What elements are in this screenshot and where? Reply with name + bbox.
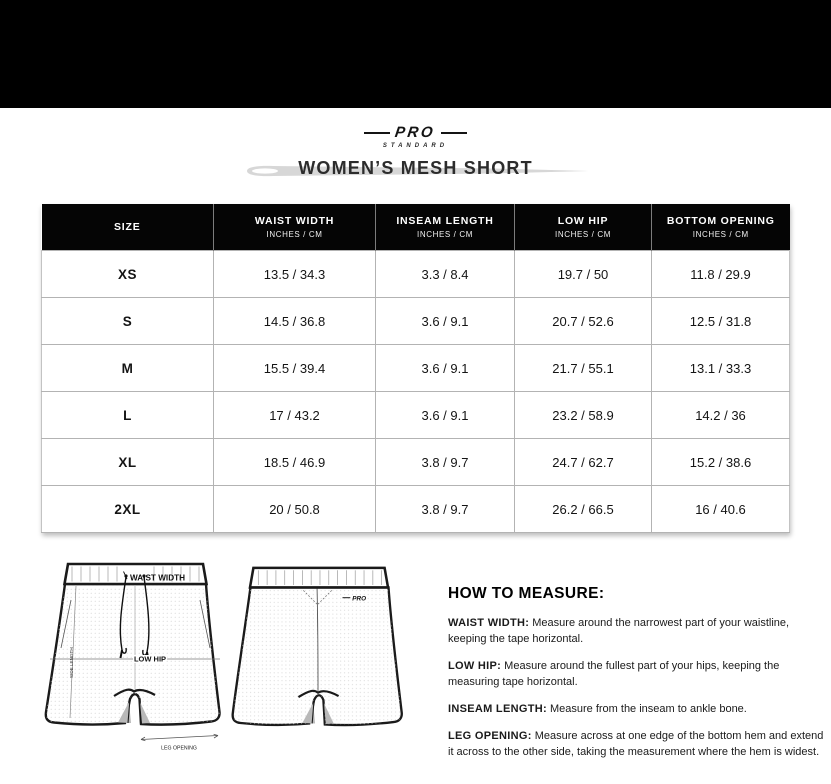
measurement-cell: 23.2 / 58.9 (515, 392, 652, 439)
brand-logo (0, 125, 831, 149)
column-label: WAIST WIDTH (254, 214, 335, 227)
shorts-front-diagram (38, 556, 234, 756)
measurement-cell: 3.3 / 8.4 (376, 251, 515, 298)
measurement-cell: 24.7 / 62.7 (515, 439, 652, 486)
shorts-back-diagram (226, 558, 412, 750)
table-header (42, 204, 790, 251)
measurement-cell: 26.2 / 66.5 (515, 486, 652, 533)
column-label: LOW HIP (557, 214, 609, 227)
table-body (42, 251, 790, 533)
measure-item-label: LOW HIP: (448, 659, 502, 672)
measurement-cell: 16 / 40.6 (652, 486, 790, 533)
measurement-cell: 20 / 50.8 (214, 486, 376, 533)
measurement-cell: 14.5 / 36.8 (214, 298, 376, 345)
table-row-s (42, 298, 790, 345)
column-label: INSEAM LENGTH (396, 214, 494, 227)
measurement-cell: 19.7 / 50 (515, 251, 652, 298)
column-header-waist-width (214, 204, 376, 251)
low-hip-label: LOW HIP (133, 654, 167, 664)
size-label: XS (42, 251, 214, 298)
back-logo-text: PRO (352, 595, 367, 603)
top-banner (0, 0, 831, 108)
measurement-cell: 3.6 / 9.1 (376, 345, 515, 392)
brand-name: PRO (394, 124, 437, 141)
measurement-cell: 3.6 / 9.1 (376, 392, 515, 439)
column-units: INCHES / CM (692, 230, 749, 240)
logo-line-right (441, 132, 467, 134)
back-waistband (250, 568, 388, 588)
measurement-cell: 15.2 / 38.6 (652, 439, 790, 486)
measurement-cell: 3.8 / 9.7 (376, 439, 515, 486)
measurement-cell: 11.8 / 29.9 (652, 251, 790, 298)
size-label: XL (42, 439, 214, 486)
measure-item-waist-width: WAIST WIDTH: Measure around the narrowest part of your waistline, keeping the tape horizontal. (448, 617, 790, 645)
measurement-cell: 20.7 / 52.6 (515, 298, 652, 345)
column-label: SIZE (113, 220, 141, 233)
column-units: INCHES / CM (266, 230, 323, 240)
waist-width-label: WAIST WIDTH (130, 573, 186, 583)
measurement-cell: 15.5 / 39.4 (214, 345, 376, 392)
table-row-xs (42, 251, 790, 298)
column-header-inseam-length (376, 204, 515, 251)
brand-logo-row (0, 125, 831, 140)
size-label: L (42, 392, 214, 439)
leg-opening-label: LEG OPENING (161, 745, 197, 752)
measurement-cell: 18.5 / 46.9 (214, 439, 376, 486)
measurement-cell: 17 / 43.2 (214, 392, 376, 439)
measurement-cell: 3.8 / 9.7 (376, 486, 515, 533)
measure-instructions (448, 616, 828, 761)
measure-item-low-hip: LOW HIP: Measure around the fullest part of your hips, keeping the measuring tape horizontal. (448, 659, 780, 688)
column-label: BOTTOM OPENING (666, 214, 775, 227)
page-title: WOMEN’S MESH SHORT (298, 158, 533, 178)
measurement-cell: 14.2 / 36 (652, 392, 790, 439)
column-header-size (42, 204, 214, 251)
title-band (0, 154, 831, 188)
column-units: INCHES / CM (417, 230, 473, 240)
how-to-measure-heading: HOW TO MEASURE: (448, 585, 605, 602)
table-row-l (42, 392, 790, 439)
column-header-bottom-opening (652, 204, 790, 251)
column-units: INCHES / CM (555, 230, 611, 240)
logo-line-left (364, 132, 390, 134)
table-row-m (42, 345, 790, 392)
size-label: 2XL (42, 486, 214, 533)
measure-item-leg-opening: LEG OPENING: Measure across at one edge of the bottom hem and extend it across to the other side, taking the measurement where the hem is widest. (448, 729, 824, 758)
measurement-cell: 13.5 / 34.3 (214, 251, 376, 298)
measure-item-inseam-length: INSEAM LENGTH: Measure from the inseam to ankle bone. (448, 702, 747, 715)
size-label: M (42, 345, 214, 392)
table-row-xl (42, 439, 790, 486)
measurement-cell: 13.1 / 33.3 (652, 345, 790, 392)
measure-item-label: WAIST WIDTH: (448, 617, 530, 629)
size-label: S (42, 298, 214, 345)
back-body (233, 587, 402, 725)
column-header-low-hip (515, 204, 652, 251)
measurement-cell: 3.6 / 9.1 (376, 298, 515, 345)
measure-item-label: LEG OPENING: (448, 729, 532, 742)
brand-subname: STANDARD (382, 143, 449, 149)
measurement-cell: 21.7 / 55.1 (515, 345, 652, 392)
measurement-cell: 12.5 / 31.8 (652, 298, 790, 345)
table-row-2xl (42, 486, 790, 533)
table-header-row (42, 204, 790, 251)
measure-item-label: INSEAM LENGTH: (448, 702, 547, 715)
how-to-measure-section (448, 585, 828, 772)
side-length-label: SIDE LENGTH (69, 647, 74, 678)
size-chart-table (41, 204, 790, 533)
